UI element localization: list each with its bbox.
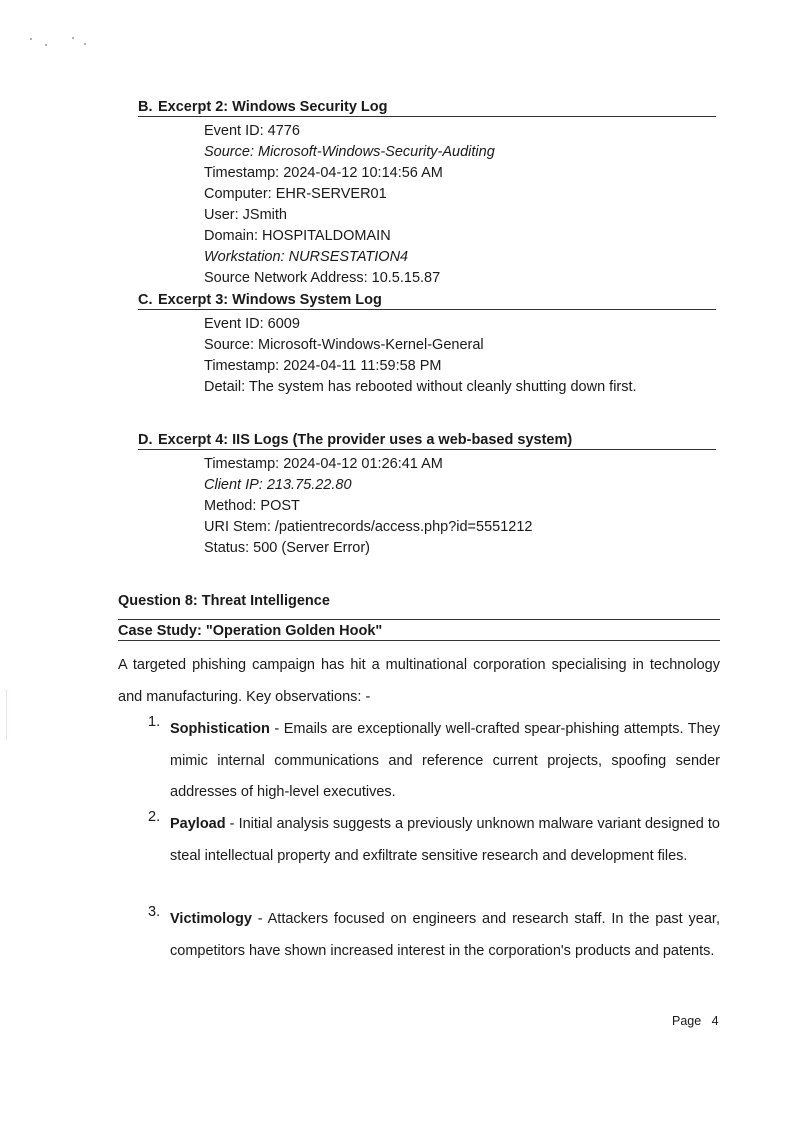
list-number: 1.	[148, 714, 161, 730]
log-field-event-id	[204, 121, 300, 142]
field-value: POST	[260, 498, 300, 514]
case-study-heading: Case Study: "Operation Golden Hook"	[118, 619, 720, 641]
list-text: Emails are exceptionally well-crafted spear-phishing attempts. They mimic internal communications and reference current projects, spoofing sender addresses of high-level executives.	[170, 721, 720, 800]
field-value: /patientrecords/access.php?id=5551212	[274, 519, 533, 535]
field-label: User:	[204, 207, 243, 223]
field-label: Domain:	[204, 228, 263, 244]
field-label: Status:	[204, 540, 254, 556]
log-field-computer	[204, 184, 387, 205]
field-label: Computer:	[204, 186, 276, 202]
page-label: Page	[672, 1014, 702, 1028]
field-label: Timestamp:	[204, 165, 284, 181]
field-label: Detail:	[204, 379, 249, 395]
log-field-user	[204, 205, 287, 226]
field-label: Event ID:	[204, 123, 268, 139]
log-field-source-network-address	[204, 268, 440, 289]
field-value: 2024-04-11 11:59:58 PM	[283, 358, 442, 374]
list-item-victimology	[148, 904, 720, 967]
list-text: Initial analysis suggests a previously unknown malware variant designed to steal intellectual property and exfiltrate sensitive research and development files.	[170, 816, 720, 864]
list-separator: -	[225, 816, 239, 832]
field-value: HOSPITALDOMAIN	[262, 228, 391, 244]
log-field-source	[204, 335, 484, 356]
scan-speck	[30, 38, 32, 40]
field-value: 6009	[267, 316, 300, 332]
field-label: Source Network Address:	[204, 270, 372, 286]
list-item-sophistication	[148, 714, 720, 809]
list-term: Victimology	[170, 911, 252, 927]
section-heading-d	[138, 432, 716, 450]
field-label: URI Stem:	[204, 519, 275, 535]
log-field-uri-stem	[204, 517, 532, 538]
section-heading-c	[138, 292, 716, 310]
section-title: Excerpt 4: IIS Logs (The provider uses a web-based system)	[158, 432, 573, 448]
scan-speck	[45, 44, 47, 46]
list-number: 2.	[148, 809, 161, 825]
section-title: Excerpt 3: Windows System Log	[158, 292, 382, 308]
list-text: Attackers focused on engineers and research staff. In the past year, competitors have shown increased interest in the corporation's products and patents.	[170, 911, 720, 959]
field-label: Source:	[204, 144, 258, 160]
section-letter: B.	[138, 99, 153, 115]
list-item-payload	[148, 809, 720, 872]
field-value: NURSESTATION4	[288, 249, 409, 265]
field-value: 213.75.22.80	[266, 477, 352, 493]
scan-speck	[84, 43, 86, 45]
field-label: Client IP:	[204, 477, 267, 493]
scan-edge-mark	[6, 690, 7, 740]
field-label: Timestamp:	[204, 358, 284, 374]
field-label: Timestamp:	[204, 456, 284, 472]
log-field-client-ip	[204, 475, 352, 496]
log-field-timestamp	[204, 454, 443, 475]
list-term: Payload	[170, 816, 226, 832]
log-field-detail	[204, 377, 637, 398]
scan-speck	[72, 37, 74, 39]
log-field-timestamp	[204, 356, 442, 377]
section-letter: D.	[138, 432, 153, 448]
log-field-status	[204, 538, 370, 559]
field-value: 500 (Server Error)	[253, 540, 371, 556]
log-field-workstation	[204, 247, 408, 268]
log-field-source	[204, 142, 495, 163]
field-value: The system has rebooted without cleanly shutting down first.	[248, 379, 637, 395]
list-separator: -	[251, 911, 268, 927]
list-term: Sophistication	[170, 721, 270, 737]
field-label: Method:	[204, 498, 261, 514]
log-field-timestamp	[204, 163, 443, 184]
page-footer	[672, 1014, 719, 1028]
field-label: Event ID:	[204, 316, 268, 332]
field-value: 2024-04-12 10:14:56 AM	[283, 165, 443, 181]
page-number: 4	[711, 1014, 719, 1028]
section-letter: C.	[138, 292, 153, 308]
list-number: 3.	[148, 904, 161, 920]
field-label: Source:	[204, 337, 258, 353]
intro-paragraph: A targeted phishing campaign has hit a multinational corporation specialising in technology and manufacturing. Key observations: -	[118, 657, 720, 705]
field-value: 2024-04-12 01:26:41 AM	[283, 456, 443, 472]
field-value: JSmith	[242, 207, 287, 223]
field-value: 4776	[267, 123, 300, 139]
log-field-event-id	[204, 314, 300, 335]
log-field-domain	[204, 226, 391, 247]
field-value: Microsoft-Windows-Security-Auditing	[258, 144, 495, 160]
section-title: Excerpt 2: Windows Security Log	[158, 99, 388, 115]
field-value: EHR-SERVER01	[275, 186, 387, 202]
field-value: Microsoft-Windows-Kernel-General	[258, 337, 484, 353]
log-field-method	[204, 496, 300, 517]
field-value: 10.5.15.87	[371, 270, 441, 286]
section-heading-b	[138, 99, 716, 117]
list-separator: -	[269, 721, 284, 737]
field-label: Workstation:	[204, 249, 289, 265]
question-heading: Question 8: Threat Intelligence	[118, 593, 330, 609]
